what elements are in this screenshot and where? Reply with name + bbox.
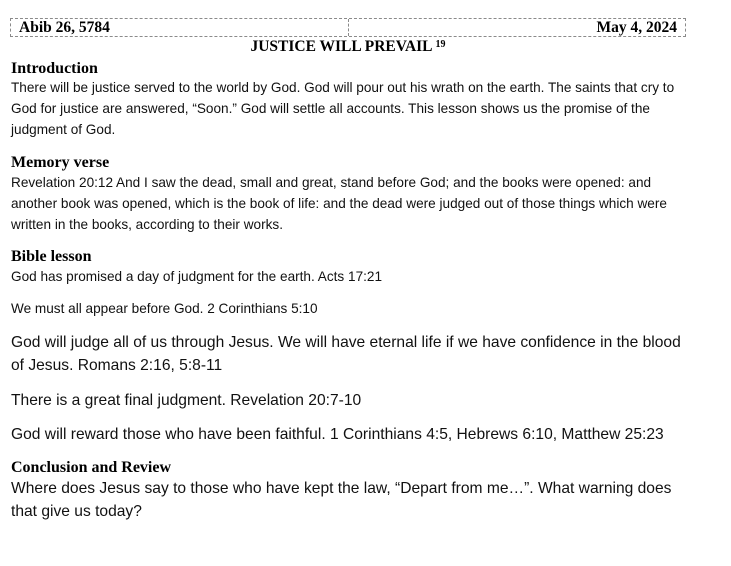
gregorian-date: May 4, 2024: [596, 19, 677, 36]
title-footnote-marker: 19: [435, 39, 446, 50]
hebrew-date: Abib 26, 5784: [11, 19, 349, 36]
memory-verse-heading: Memory verse: [11, 154, 110, 171]
bible-lesson-heading: Bible lesson: [11, 248, 92, 265]
memory-verse-body: Revelation 20:12 And I saw the dead, small and great, stand before God; and the books were opened: and another book was opened, which is the book of life: and the dead were judged out of those things which were written in the books, according to their works.: [11, 175, 667, 232]
lesson-point: There is a great final judgment. Revelation 20:7-10: [11, 392, 362, 409]
conclusion-body: Where does Jesus say to those who have kept the law, “Depart from me…”. What warning does that give us today?: [11, 480, 672, 520]
conclusion-heading: Conclusion and Review: [11, 459, 172, 476]
lesson-point: We must all appear before God. 2 Corinthians 5:10: [11, 301, 318, 316]
lesson-point: God will judge all of us through Jesus. We will have eternal life if we have confidence in the blood of Jesus. Romans 2:16, 5:8-11: [11, 334, 681, 374]
lesson-point: God will reward those who have been faithful. 1 Corinthians 4:5, Hebrews 6:10, Matthew 25:23: [11, 426, 664, 443]
introduction-body: There will be justice served to the world by God. God will pour out his wrath on the earth. The saints that cry to God for justice are answered, “Soon.” God will settle all accounts. This lesson shows us the promise of the judgment of God.: [11, 80, 675, 137]
lesson-title: [10, 38, 686, 56]
date-header: [10, 18, 686, 37]
lesson-title-text: JUSTICE WILL PREVAIL: [250, 38, 432, 55]
introduction-heading: Introduction: [11, 60, 98, 77]
lesson-point: God has promised a day of judgment for the earth. Acts 17:21: [11, 269, 383, 284]
